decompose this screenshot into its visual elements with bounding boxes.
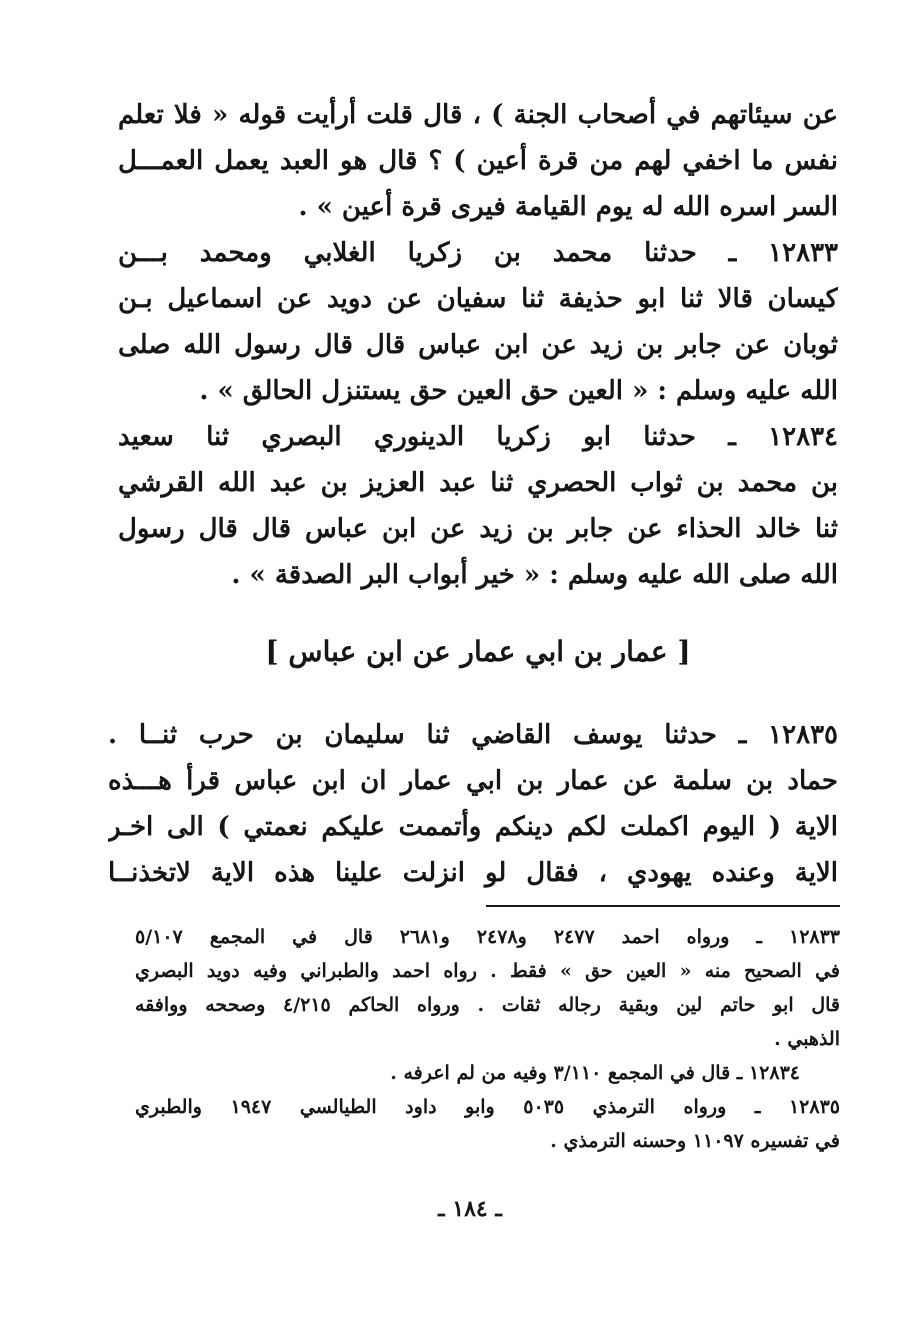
footnotes (135, 920, 840, 1158)
text-line: عن سيئاتهم في أصحاب الجنة ) ، قال قلت أرأيت قوله « فلا تعلم (118, 100, 838, 130)
text-line: السر اسره الله له يوم القيامة فيرى قرة أعين » . (298, 192, 838, 222)
text-line: الله عليه وسلم : « العين حق العين حق يستنزل الحالق » . (199, 376, 838, 406)
text-line: ثنا خالد الحذاء عن جابر بن زيد عن ابن عباس قال قال رسول (118, 514, 838, 544)
text-line: ١٢٨٣٣ ـ حدثنا محمد بن زكريا الغلابي ومحمد بـــن (118, 238, 838, 268)
continued-paragraph (118, 92, 838, 230)
section-heading: [ عمار بن ابي عمار عن ابن عباس ] (265, 635, 691, 668)
hadith-12835 (108, 712, 838, 896)
text-line: الله صلى الله عليه وسلم : « خير أبواب البر الصدقة » . (231, 560, 838, 590)
text-line: نفس ما اخفي لهم من قرة أعين ) ؟ قال هو العبد يعمل العمـــل (118, 146, 838, 176)
hadith-12834 (118, 414, 838, 598)
footnote-12833 (135, 920, 840, 1056)
text-line: ١٢٨٣٤ ـ حدثنا ابو زكريا الدينوري البصري ثنا سعيد (118, 422, 838, 452)
footnote-line: في تفسيره ١١٠٩٧ وحسنه الترمذي . (550, 1130, 840, 1152)
text-line: بن محمد بن ثواب الحصري ثنا عبد العزيز بن عبد الله القرشي (118, 468, 838, 498)
text-line: حماد بن سلمة عن عمار بن ابي عمار ان ابن عباس قرأ هـــذه (108, 766, 838, 796)
text-line: ثوبان عن جابر بن زيد عن ابن عباس قال قال رسول الله صلى (118, 330, 838, 360)
text-line: الاية وعنده يهودي ، فقال لو انزلت علينا هذه الاية لاتخذنــا (108, 858, 838, 888)
footnote-line: قال ابو حاتم لين وبقية رجاله ثقات . ورواه الحاكم ٤/٢١٥ وصححه ووافقه (135, 994, 840, 1016)
page-number: ـ ١٨٤ ـ (438, 1196, 502, 1222)
footnote-12835 (135, 1090, 840, 1158)
text-line: كيسان قالا ثنا ابو حذيفة ثنا سفيان عن دويد عن اسماعيل بـن (118, 284, 838, 314)
text-line: الاية ( اليوم اكملت لكم دينكم وأتممت عليكم نعمتي ) الى اخـر (108, 812, 838, 842)
footnote-line: ١٢٨٣٤ ـ قال في المجمع ٣/١١٠ وفيه من لم اعرفه . (390, 1062, 800, 1084)
footnote-line: الذهبي . (774, 1028, 840, 1050)
footnote-12834 (135, 1056, 840, 1090)
footnote-divider (486, 905, 840, 907)
footnote-line: في الصحيح منه « العين حق » فقط . رواه احمد والطبراني وفيه دويد البصري (135, 960, 840, 982)
text-line: ١٢٨٣٥ ـ حدثنا يوسف القاضي ثنا سليمان بن حرب ثنــا . (108, 720, 838, 750)
hadith-12833 (118, 230, 838, 414)
main-text-block (118, 92, 838, 598)
footnote-line: ١٢٨٣٥ ـ ورواه الترمذي ٥٠٣٥ وابو داود الطيالسي ١٩٤٧ والطبري (135, 1096, 840, 1118)
footnote-line: ١٢٨٣٣ ـ ورواه احمد ٢٤٧٧ و٢٤٧٨ و٢٦٨١ قال في المجمع ٥/١٠٧ (135, 926, 840, 948)
